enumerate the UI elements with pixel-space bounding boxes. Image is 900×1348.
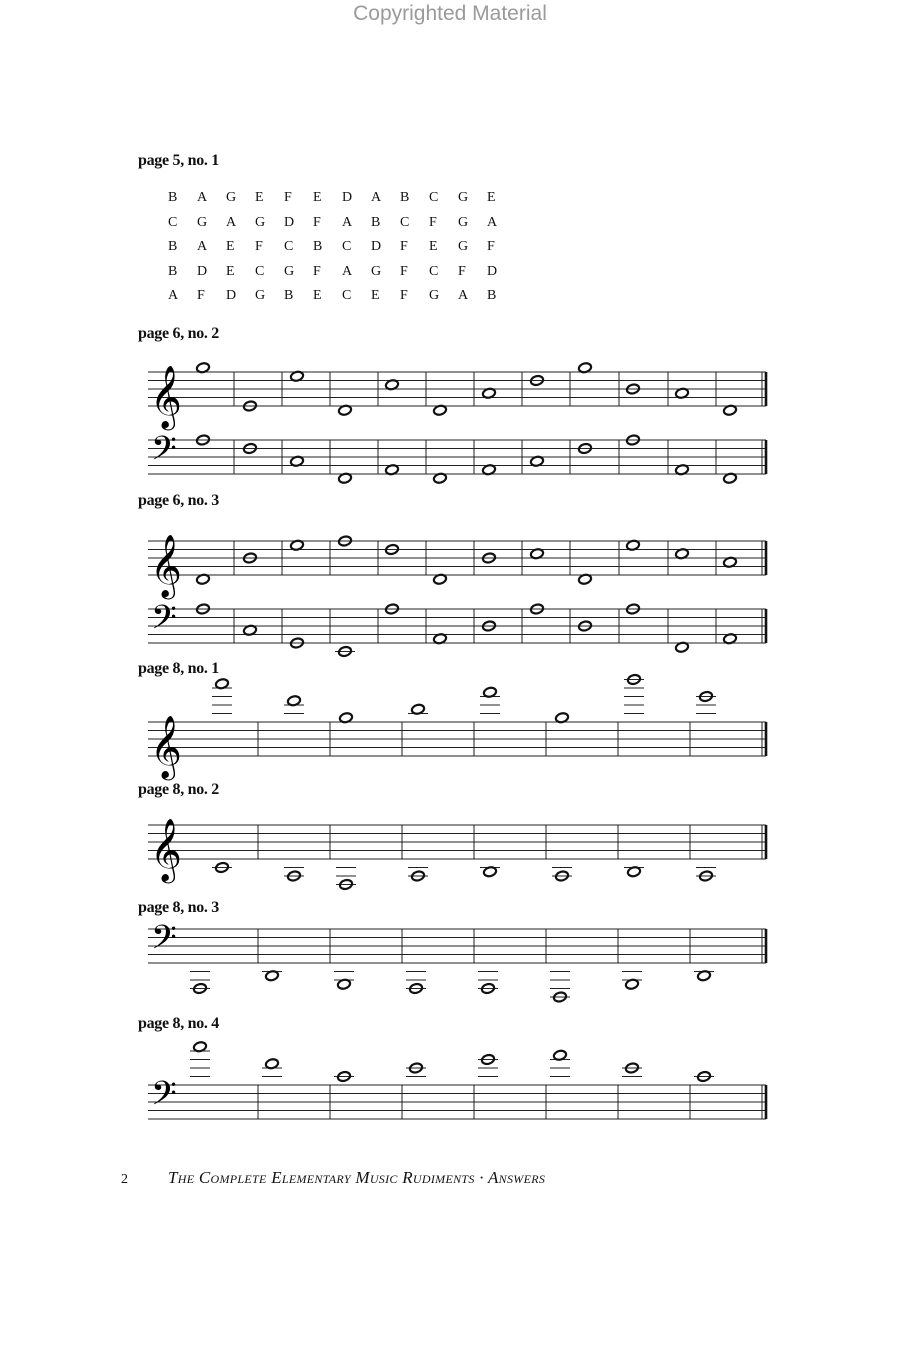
note-letter: D <box>342 190 353 206</box>
note-letter: B <box>168 190 178 206</box>
note-letter: C <box>284 239 294 255</box>
note-letter: E <box>487 190 497 206</box>
note-letter: A <box>487 214 498 230</box>
section-heading-3: page 6, no. 3 <box>138 492 219 509</box>
note-letter: C <box>342 239 352 255</box>
note-letter: E <box>429 239 439 255</box>
note-letter: G <box>284 263 295 279</box>
note-letter: F <box>429 214 438 230</box>
section-heading-6: page 8, no. 3 <box>138 899 219 916</box>
note-letter: G <box>458 214 469 230</box>
note-letter: F <box>197 288 206 304</box>
note-letter: F <box>313 263 322 279</box>
note-letter: C <box>429 263 439 279</box>
note-letter: B <box>371 214 381 230</box>
note-letter: G <box>255 288 266 304</box>
page-number: 2 <box>121 1172 128 1187</box>
note-letter: B <box>168 239 178 255</box>
note-letter: G <box>458 190 469 206</box>
copyright-watermark: Copyrighted Material <box>353 2 547 25</box>
treble-clef-icon: 𝄞 <box>150 534 182 597</box>
bass-clef-icon: 𝄢 <box>151 1075 177 1121</box>
note-letter: E <box>313 288 323 304</box>
note-letter: B <box>487 288 497 304</box>
note-letter: A <box>197 190 208 206</box>
note-letter: E <box>313 190 323 206</box>
note-letter: F <box>284 190 293 206</box>
note-letter: C <box>168 214 178 230</box>
note-letter: B <box>168 263 178 279</box>
note-letter: D <box>371 239 382 255</box>
section-heading-7: page 8, no. 4 <box>138 1015 219 1032</box>
note-letter: D <box>197 263 208 279</box>
note-letter: A <box>168 288 179 304</box>
note-letter: A <box>197 239 208 255</box>
note-letter: B <box>284 288 294 304</box>
note-letter: G <box>226 190 237 206</box>
bass-clef-icon: 𝄢 <box>151 919 177 965</box>
note-letter: B <box>400 190 410 206</box>
note-letter: B <box>313 239 323 255</box>
treble-clef-icon: 𝄞 <box>150 365 182 428</box>
section-heading-4: page 8, no. 1 <box>138 660 219 677</box>
note-letter: G <box>371 263 382 279</box>
note-letter: C <box>429 190 439 206</box>
note-letter: A <box>458 288 469 304</box>
note-letter: A <box>226 214 237 230</box>
note-letter: E <box>371 288 381 304</box>
note-letter: F <box>400 288 409 304</box>
note-letter: E <box>226 263 236 279</box>
bass-clef-icon: 𝄢 <box>151 599 177 645</box>
note-letter: D <box>284 214 295 230</box>
note-letter: F <box>458 263 467 279</box>
treble-clef-icon: 𝄞 <box>150 818 182 881</box>
note-letter: D <box>487 263 498 279</box>
note-letter: C <box>400 214 410 230</box>
note-letter: F <box>255 239 264 255</box>
note-letter: G <box>255 214 266 230</box>
treble-clef-icon: 𝄞 <box>150 715 182 778</box>
note-letter: D <box>226 288 237 304</box>
section-heading-5: page 8, no. 2 <box>138 781 219 798</box>
note-letter: A <box>371 190 382 206</box>
note-letter: F <box>400 239 409 255</box>
note-letter: F <box>313 214 322 230</box>
note-letter: G <box>197 214 208 230</box>
note-letter: G <box>429 288 440 304</box>
note-letter: E <box>226 239 236 255</box>
note-letter: A <box>342 214 353 230</box>
section-heading-2: page 6, no. 2 <box>138 325 219 342</box>
note-letter: A <box>342 263 353 279</box>
note-letter: G <box>458 239 469 255</box>
note-letter: C <box>255 263 265 279</box>
note-letter: C <box>342 288 352 304</box>
book-title: The Complete Elementary Music Rudiments · Answers <box>168 1168 546 1187</box>
note-letter: F <box>400 263 409 279</box>
note-letter: F <box>487 239 496 255</box>
section-heading-1: page 5, no. 1 <box>138 152 219 169</box>
note-letter: E <box>255 190 265 206</box>
bass-clef-icon: 𝄢 <box>151 430 177 476</box>
